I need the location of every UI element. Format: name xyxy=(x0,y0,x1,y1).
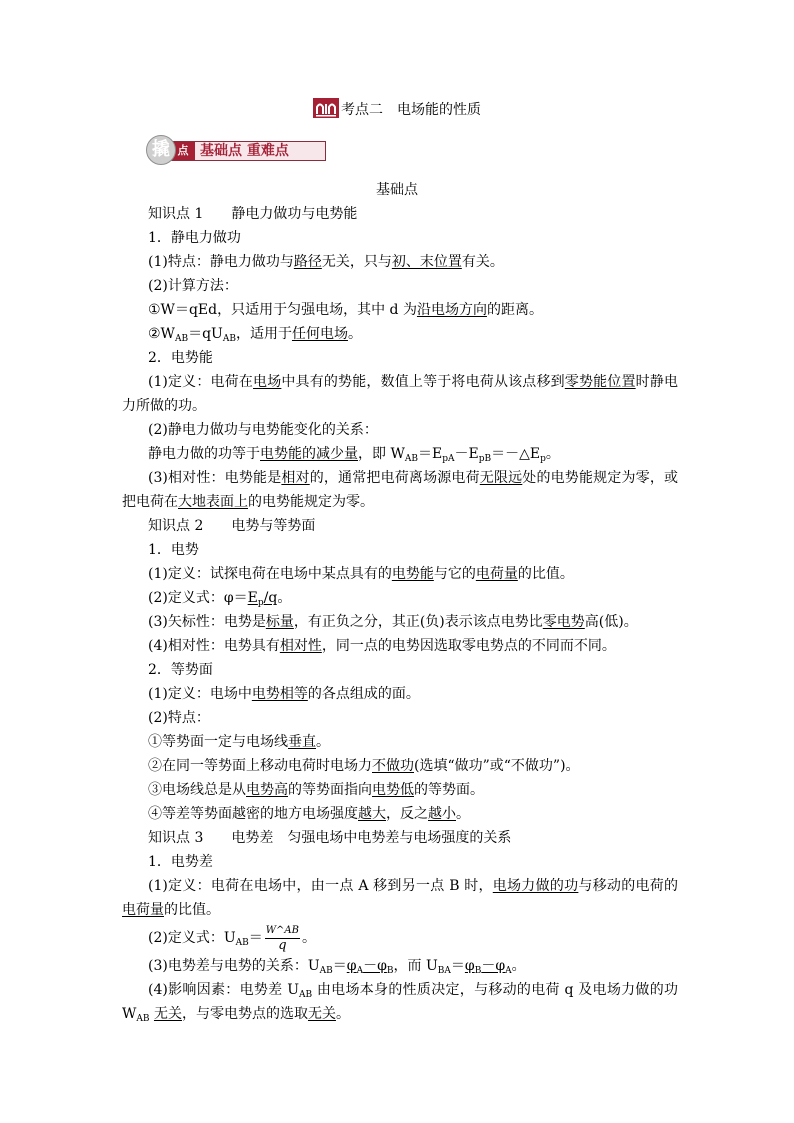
kp3-line-2: (2)定义式：$U_{AB}=$ $\frac{W\^{}AB}{q}$ 。 xyxy=(148,924,316,953)
section-logo-icon xyxy=(313,98,339,118)
kp1-label: 知识点 1 xyxy=(148,206,204,222)
kp1-heading xyxy=(122,202,678,226)
kp3-label: 知识点 3 xyxy=(148,830,204,846)
kp3-heading xyxy=(122,826,678,850)
kp1-h2: 2．电势能 xyxy=(148,350,213,366)
kp1-line-3: ①W＝qEd，只适用于匀强电场，其中 d 为沿电场方向的距离。 xyxy=(148,302,543,318)
kp2-line-6: (2)特点： xyxy=(148,710,210,726)
kp1-line-1: (1)特点：静电力做功与路径无关，只与初、末位置有关。 xyxy=(148,254,504,270)
kp2-title: 电势与等势面 xyxy=(231,518,316,534)
kp1-line-2: (2)计算方法： xyxy=(148,278,238,294)
kp2-line-10: ④等差等势面越密的地方电场强度越大，反之越小。 xyxy=(148,806,470,822)
kp2-line-2: (2)定义式：$\varphi=E_p/q$。 xyxy=(148,590,292,608)
section-title xyxy=(0,98,794,120)
kp1-title: 静电力做功与电势能 xyxy=(231,206,358,222)
kp3-line-3: (3)电势差与电势的关系：$U_{AB}=\varphi_A-\varphi_B$，而 $U_{BA}=\varphi_B-\varphi_A$。 xyxy=(148,958,526,976)
kp3-h1: 1．电势差 xyxy=(148,854,213,870)
document-body xyxy=(122,202,678,1026)
kp2-h2: 2．等势面 xyxy=(148,662,213,678)
kp3-line-1: (1)定义：电荷在电场中，由一点 A 移到另一点 B 时，电场力做的功与移动的电荷的电荷量的比值。 xyxy=(122,878,679,918)
kp2-line-1: (1)定义：试探电荷在电场中某点具有的电势能与它的电荷量的比值。 xyxy=(148,566,574,582)
kp2-h1: 1．电势 xyxy=(148,542,199,558)
kp2-line-4: (4)相对性：电势具有相对性，同一点的电势因选取零电势点的不同而不同。 xyxy=(148,638,616,654)
kp3-title: 电势差 匀强电场中电势差与电场强度的关系 xyxy=(231,830,512,846)
banner-disc-icon: 撬 xyxy=(146,135,176,165)
kp1-line-8: (3)相对性：电势能是相对的，通常把电荷离场源电荷无限远处的电势能规定为零，或把电荷在大地表面上的电势能规定为零。 xyxy=(122,470,679,510)
kp2-line-7: ①等势面一定与电场线垂直。 xyxy=(148,734,330,750)
kp1-line-5: (1)定义：电荷在电场中具有的势能，数值上等于将电荷从该点移到零势能位置时静电力所做的功。 xyxy=(122,374,678,414)
kp2-line-5: (1)定义：电场中电势相等的各点组成的面。 xyxy=(148,686,420,702)
kp1-line-6: (2)静电力做功与电势能变化的关系： xyxy=(148,422,378,438)
kp1-line-4: $②W_{AB}=qU_{AB}$，适用于任何电场。 xyxy=(148,326,362,344)
subhead: 基础点 xyxy=(376,182,418,198)
kp2-line-9: ③电场线总是从电势高的等势面指向电势低的等势面。 xyxy=(148,782,484,798)
kp2-line-3: (3)矢标性：电势是标量，有正负之分，其正(负)表示该点电势比零电势高(低)。 xyxy=(148,614,638,630)
banner-stub: 点 xyxy=(171,142,195,160)
kp2-line-8: ②在同一等势面上移动电荷时电场力不做功(选填“做功”或“不做功”)。 xyxy=(148,758,580,774)
definition-fraction: $\frac{W\^{}AB}{q}$ xyxy=(265,924,299,953)
key-points-banner xyxy=(146,134,328,166)
kp1-h1: 1．静电力做功 xyxy=(148,230,241,246)
banner-label: 基础点 重难点 xyxy=(200,143,289,159)
kp2-heading xyxy=(122,514,678,538)
section-title-text: 考点二 电场能的性质 xyxy=(341,102,481,118)
kp3-line-4: (4)影响因素：电势差 $U_{AB}$ 由电场本身的性质决定，与移动的电荷 q 及电场力做的功 $W_{AB}$ 无关，与零电势点的选取无关。 xyxy=(122,982,678,1024)
kp2-label: 知识点 2 xyxy=(148,518,204,534)
kp1-line-7: 静电力做的功等于电势能的减少量，即 $W_{AB}=E_{pA}-E_{pB}=-\triangle E_p$。 xyxy=(148,446,560,464)
